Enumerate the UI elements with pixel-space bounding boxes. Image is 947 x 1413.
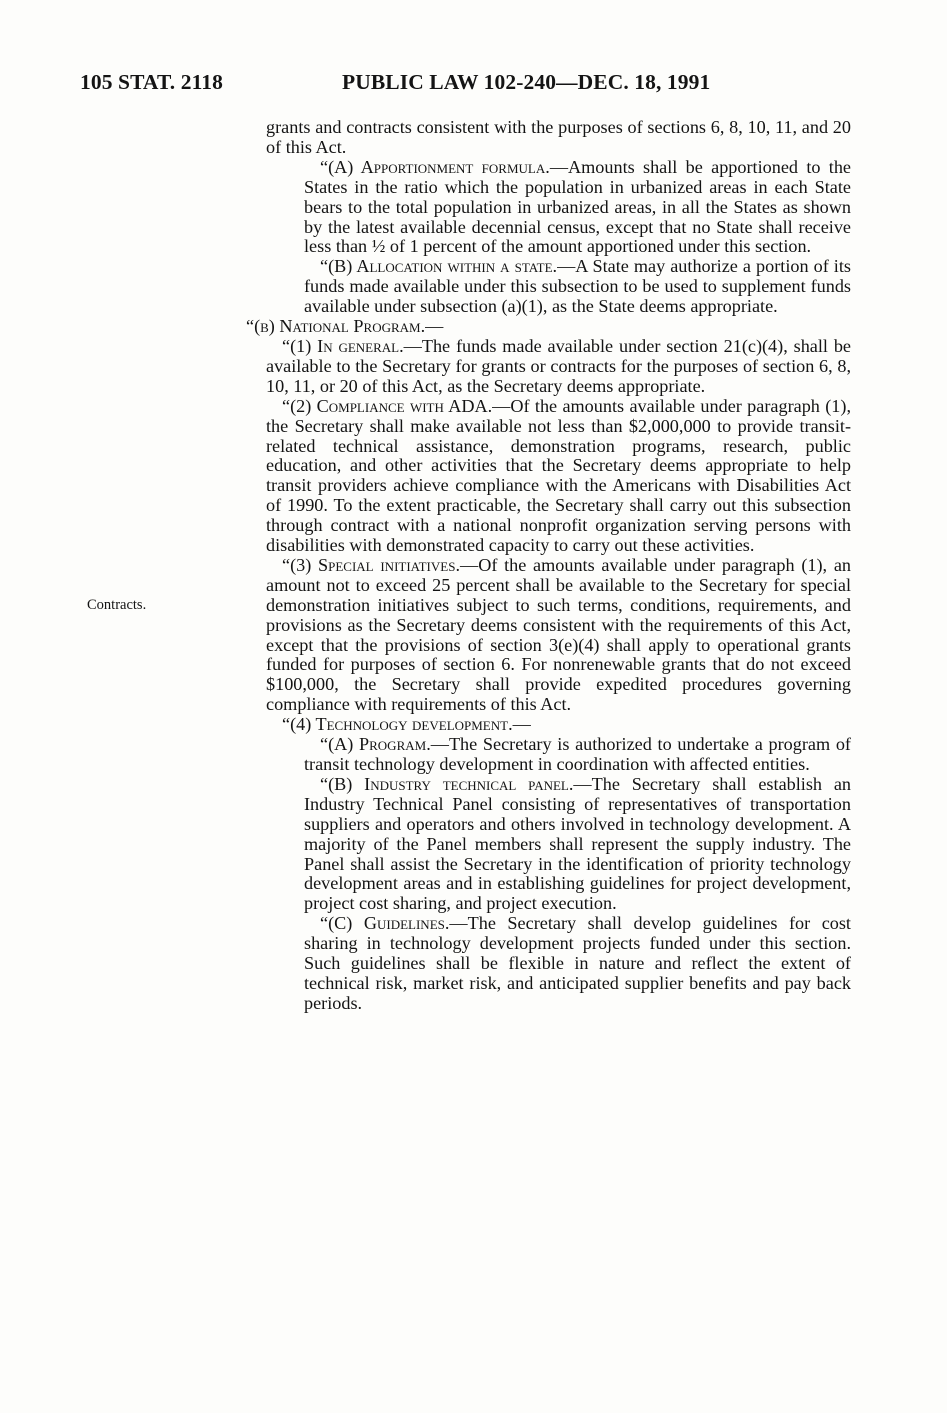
heading-b2: “(2) Compliance with ADA. xyxy=(282,395,493,416)
body-b4c: —The Secretary shall develop guidelines for cost sharing in technology development projects funded under this section. Such guidelines shall be flexible in nature and reflect the extent of technical risk, market risk, and anticipated supplier benefits and pay back periods. xyxy=(304,913,851,1013)
body-a: —Amounts shall be apportioned to the States in the ratio which the population in urbanized areas in each State bears to the total population in urbanized areas, in all the States as shown by the latest available decennial census, except that no State shall receive less than ½ of 1 percent of the amount apportioned under this section. xyxy=(304,156,851,257)
body-text xyxy=(246,117,851,1014)
subsection-b xyxy=(246,317,851,337)
heading-b4b: “(B) Industry technical panel. xyxy=(320,773,574,794)
paragraph-b3 xyxy=(266,556,851,715)
paragraph-a xyxy=(304,158,851,258)
body-b-allocation: —A State may authorize a portion of its funds made available under this subsection to be used to supplement funds available under subsection (a)(1), as the State deems appropriate. xyxy=(304,256,851,317)
heading-b4: “(4) Technology development. xyxy=(282,714,513,735)
body-b2: —Of the amounts available under paragraph (1), the Secretary shall make available not less than $2,000,000 to provide transit-related technical assistance, demonstration programs, research, public education, and other activities that the Secretary deems appropriate to help transit providers achieve compliance with the Americans with Disabilities Act of 1990. To the extent practicable, the Secretary shall carry out this subsection through contract with a national nonprofit organization serving persons with disabilities with demonstrated capacity to carry out these activities. xyxy=(266,395,851,556)
paragraph-b-allocation xyxy=(304,257,851,317)
paragraph-b4 xyxy=(266,715,851,735)
paragraph-b2 xyxy=(266,397,851,556)
body-b4b: —The Secretary shall establish an Industry Technical Panel consisting of representatives of transportation suppliers and operators and others involved in technology development. A majority of the Panel members shall represent the supply industry. The Panel shall assist the Secretary in the identification of priority technology development areas and in establishing guidelines for project development, project cost sharing, and project execution. xyxy=(304,773,851,914)
heading-b4a: “(A) Program. xyxy=(320,734,431,755)
running-head: PUBLIC LAW 102-240—DEC. 18, 1991 xyxy=(342,70,711,94)
heading-b3: “(3) Special initiatives. xyxy=(282,554,460,575)
heading-a: “(A) Apportionment formula. xyxy=(320,156,550,177)
paragraph-b4c xyxy=(304,914,851,1014)
margin-note: Contracts. xyxy=(87,597,147,613)
body-subsection-b: — xyxy=(425,316,444,337)
paragraph-continuation: grants and contracts consistent with the purposes of sections 6, 8, 10, 11, and 20 of this Act. xyxy=(266,117,851,157)
paragraph-b4b xyxy=(304,775,851,914)
body-b4a: —The Secretary is authorized to undertake a program of transit technology development in coordination with affected entities. xyxy=(304,734,851,774)
statute-page-number: 105 STAT. 2118 xyxy=(80,70,223,94)
heading-subsection-b: “(b) National Program. xyxy=(246,316,426,337)
heading-b-allocation: “(B) Allocation within a state. xyxy=(320,256,558,277)
paragraph-b1 xyxy=(266,337,851,397)
paragraph-b4a xyxy=(304,735,851,775)
body-b4: — xyxy=(512,714,531,735)
body-b1: —The funds made available under section 21(c)(4), shall be available to the Secretary for grants or contracts for the purposes of section 6, 8, 10, 11, or 20 of this Act, as the Secretary deems appropriate. xyxy=(266,335,851,396)
heading-b4c: “(C) Guidelines. xyxy=(320,913,450,934)
body-b3: —Of the amounts available under paragraph (1), an amount not to exceed 25 percent shall be available to the Secretary for special demonstration initiatives subject to such terms, conditions, requirements, and provisions as the Secretary deems consistent with the requirements of this Act, except that the provisions of section 3(e)(4) shall apply to operational grants funded for purposes of section 6. For nonrenewable grants that do not exceed $100,000, the Secretary shall provide expedited procedures governing compliance with requirements of this Act. xyxy=(266,554,851,715)
heading-b1: “(1) In general. xyxy=(282,335,404,356)
